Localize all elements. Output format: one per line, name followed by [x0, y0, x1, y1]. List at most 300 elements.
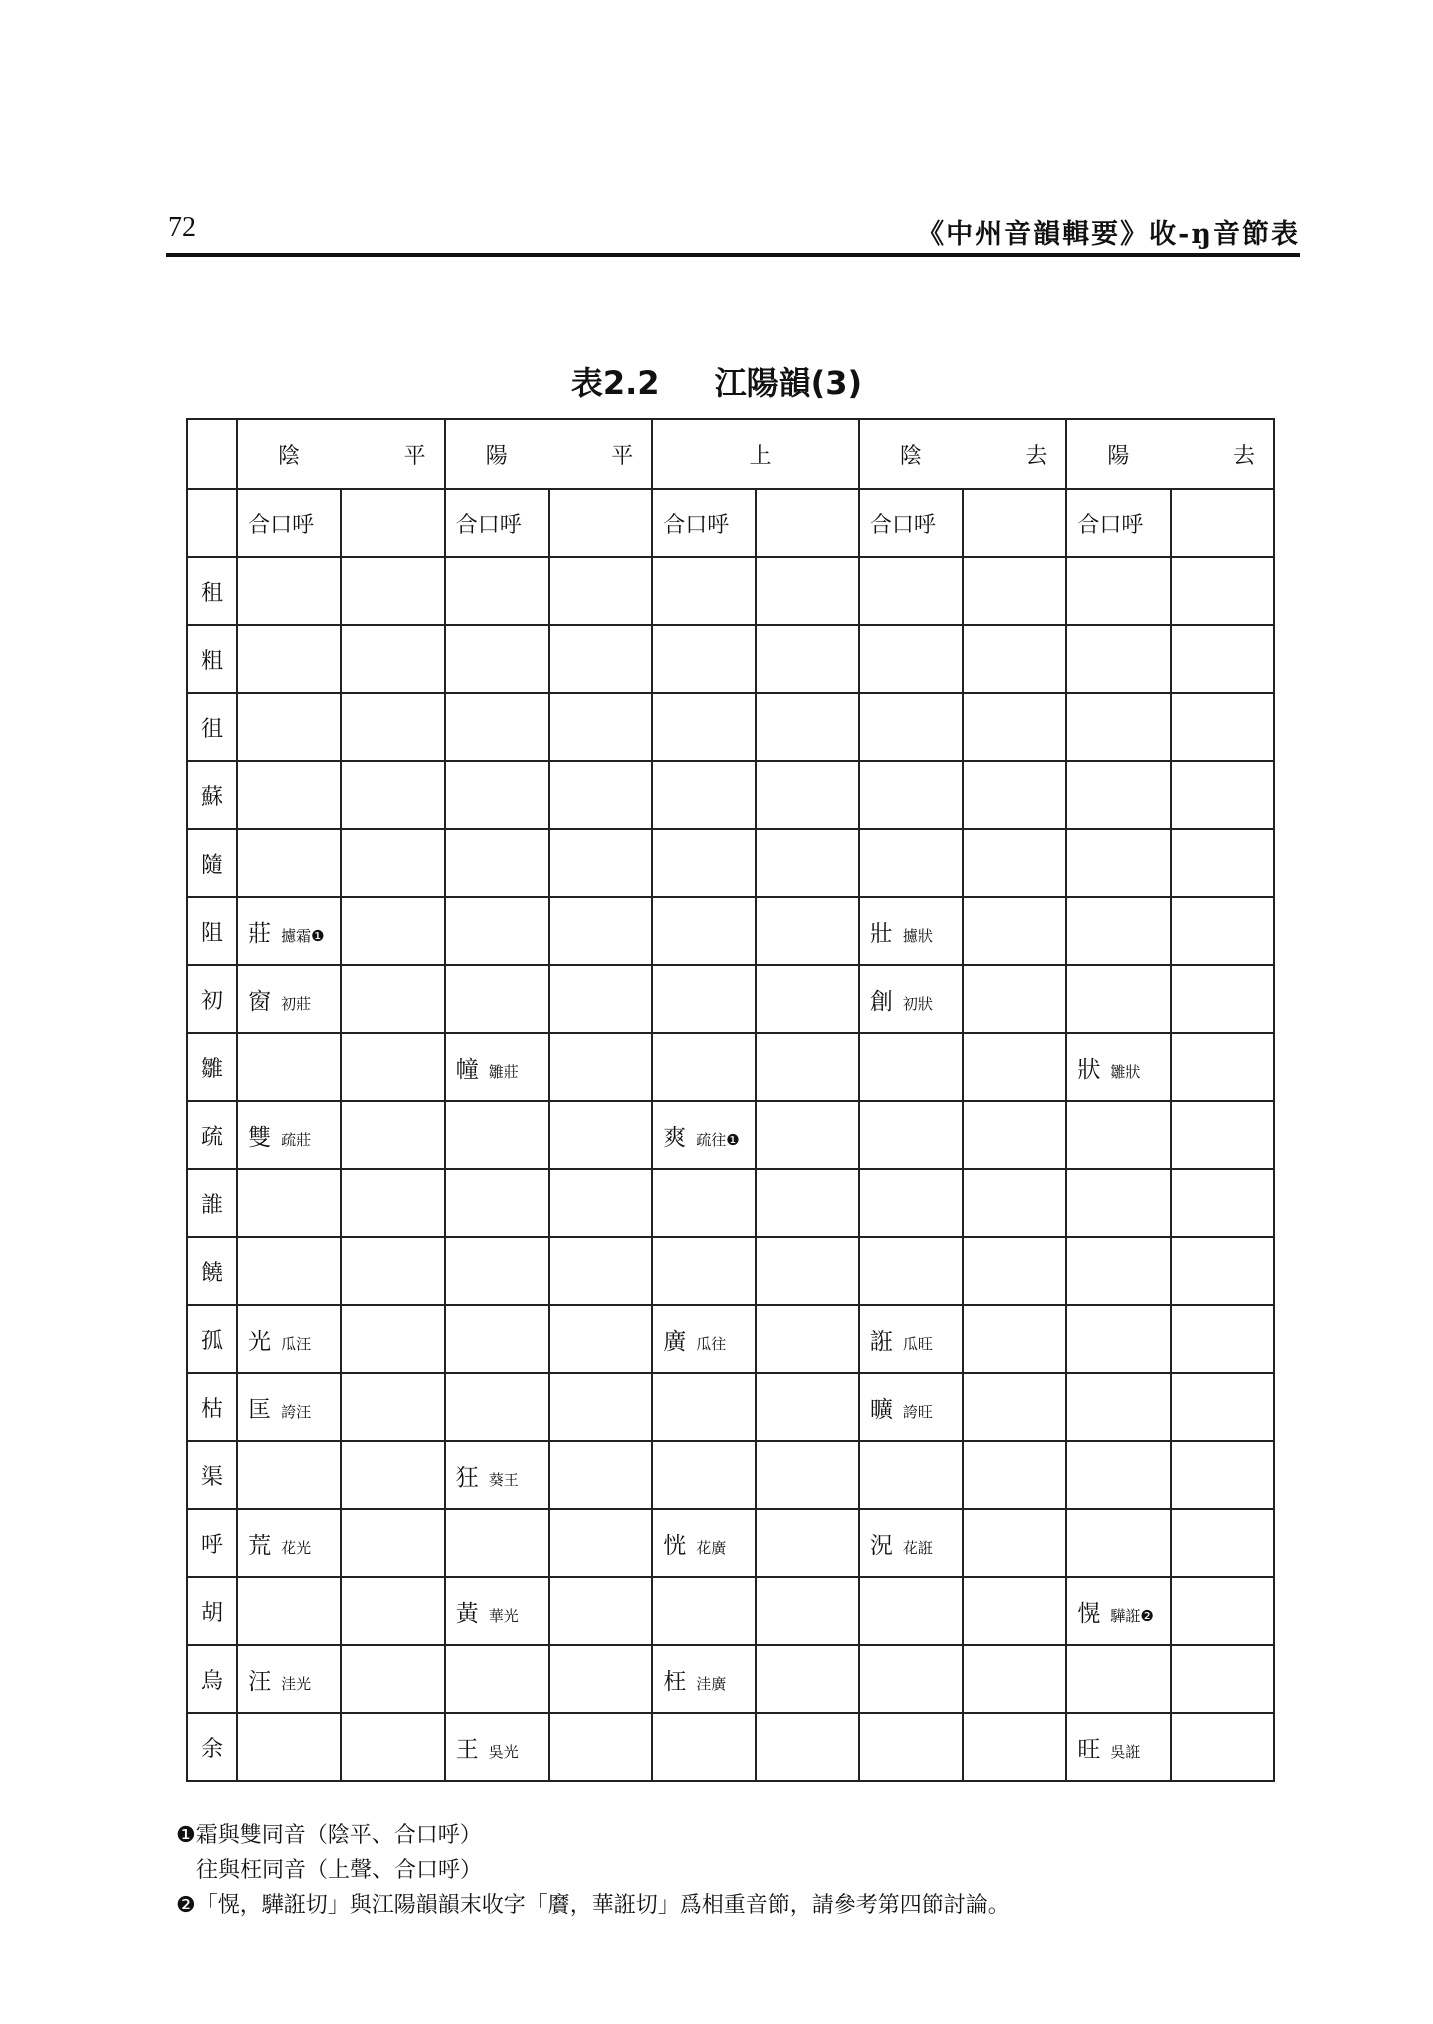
fanqie-spelling: 洼廣	[696, 1674, 727, 1693]
initial-cell: 呼	[187, 1509, 237, 1577]
syllable-char: 莊	[248, 920, 272, 947]
syllable-cell	[341, 1577, 444, 1645]
initial-cell: 烏	[187, 1645, 237, 1713]
syllable-cell	[652, 693, 755, 761]
syllable-cell	[652, 965, 755, 1033]
syllable-cell	[1171, 557, 1274, 625]
hu-label: 合口呼	[1066, 489, 1170, 557]
syllable-cell	[1171, 693, 1274, 761]
syllable-cell	[237, 897, 341, 965]
fanqie-spelling: 疏莊	[281, 1130, 312, 1149]
syllable-cell	[963, 693, 1066, 761]
table-row	[187, 1441, 1274, 1509]
syllable-cell	[549, 1169, 652, 1237]
initial-cell: 渠	[187, 1441, 237, 1509]
tone-label	[1077, 439, 1273, 470]
syllable-cell	[549, 693, 652, 761]
syllable-cell	[445, 1373, 549, 1441]
initial-cell: 余	[187, 1713, 237, 1781]
syllable-cell	[237, 557, 341, 625]
syllable-cell	[445, 1237, 549, 1305]
tone-char: 陽	[1107, 443, 1130, 469]
syllable-cell	[756, 557, 859, 625]
syllable-cell	[1171, 965, 1274, 1033]
syllable-cell	[1066, 1645, 1170, 1713]
syllable-cell	[1066, 1577, 1170, 1645]
syllable-cell	[963, 1237, 1066, 1305]
syllable-cell	[963, 625, 1066, 693]
table-row	[187, 829, 1274, 897]
syllable-cell	[341, 1305, 444, 1373]
syllable-cell	[445, 897, 549, 965]
syllable-char: 爽	[663, 1124, 687, 1151]
syllable-cell	[549, 1373, 652, 1441]
footnote-1-cont: 往與枉同音（上聲、合口呼）	[196, 1858, 483, 1883]
table-row	[187, 897, 1274, 965]
fanqie-spelling: 華光	[488, 1606, 519, 1625]
syllable-char: 幢	[455, 1056, 479, 1083]
initial-cell: 蘇	[187, 761, 237, 829]
table-row	[187, 1713, 1274, 1781]
syllable-cell	[1066, 1033, 1170, 1101]
syllable-cell	[237, 1101, 341, 1169]
syllable-cell	[1066, 1713, 1170, 1781]
initial-cell: 孤	[187, 1305, 237, 1373]
syllable-char: 曠	[869, 1396, 893, 1423]
syllable-cell	[756, 1033, 859, 1101]
syllable-char: 荒	[248, 1532, 272, 1559]
syllable-cell	[1171, 1441, 1274, 1509]
syllable-cell	[756, 693, 859, 761]
syllable-char: 況	[869, 1532, 893, 1559]
footnote-2: ❷「愰，驊誑切」與江陽韻韻末收字「黂，華誑切」爲相重音節，請參考第四節討論。	[176, 1893, 1010, 1918]
initial-cell: 枯	[187, 1373, 237, 1441]
syllable-cell	[1171, 1645, 1274, 1713]
syllable-cell	[341, 625, 444, 693]
syllable-char: 狂	[455, 1464, 479, 1491]
initial-cell: 粗	[187, 625, 237, 693]
syllable-cell	[445, 557, 549, 625]
syllable-cell	[549, 829, 652, 897]
syllable-cell	[445, 1713, 549, 1781]
table-row	[187, 1237, 1274, 1305]
syllable-cell	[859, 1509, 963, 1577]
syllable-cell	[237, 693, 341, 761]
syllable-cell	[1171, 1033, 1274, 1101]
syllable-cell	[756, 897, 859, 965]
table-row	[187, 1101, 1274, 1169]
tone-header	[1066, 419, 1274, 489]
syllable-cell	[859, 1033, 963, 1101]
syllable-cell	[341, 1033, 444, 1101]
syllable-cell	[1066, 1509, 1170, 1577]
header-rule	[166, 253, 1300, 257]
syllable-cell	[652, 1305, 755, 1373]
syllable-cell	[652, 829, 755, 897]
syllable-cell	[445, 1577, 549, 1645]
tone-header-row	[187, 419, 1274, 489]
syllable-cell	[963, 1509, 1066, 1577]
syllable-cell	[445, 829, 549, 897]
tone-char: 平	[611, 443, 634, 469]
syllable-cell	[445, 625, 549, 693]
syllable-cell	[445, 1101, 549, 1169]
syllable-cell	[1171, 1237, 1274, 1305]
syllable-cell	[1066, 897, 1170, 965]
syllable-cell	[756, 761, 859, 829]
hu-label: 合口呼	[859, 489, 963, 557]
table-row	[187, 557, 1274, 625]
syllable-cell	[549, 1237, 652, 1305]
fanqie-spelling: 攄霜❶	[281, 926, 325, 945]
syllable-cell	[756, 1577, 859, 1645]
syllable-cell	[756, 1509, 859, 1577]
fanqie-spelling: 初莊	[281, 994, 312, 1013]
syllable-char: 窗	[248, 988, 272, 1015]
tone-label	[663, 439, 858, 470]
initial-cell: 誰	[187, 1169, 237, 1237]
fanqie-spelling: 疏往❶	[696, 1130, 740, 1149]
syllable-cell	[963, 1101, 1066, 1169]
tone-label	[248, 439, 444, 470]
footnotes	[176, 1818, 1010, 1923]
table-row	[187, 1305, 1274, 1373]
syllable-cell	[756, 1645, 859, 1713]
empty-cell	[1171, 489, 1274, 557]
syllable-cell	[1066, 1237, 1170, 1305]
syllable-cell	[341, 557, 444, 625]
syllable-cell	[1066, 1101, 1170, 1169]
syllable-char: 王	[455, 1736, 479, 1763]
syllable-cell	[341, 1373, 444, 1441]
syllable-cell	[1066, 1169, 1170, 1237]
initial-cell: 雛	[187, 1033, 237, 1101]
syllable-cell	[963, 1441, 1066, 1509]
syllable-cell	[963, 965, 1066, 1033]
syllable-cell	[756, 1713, 859, 1781]
initial-cell: 隨	[187, 829, 237, 897]
tone-char: 陽	[485, 443, 508, 469]
syllable-cell	[859, 829, 963, 897]
hu-label: 合口呼	[237, 489, 341, 557]
hu-label: 合口呼	[445, 489, 549, 557]
syllable-cell	[549, 1305, 652, 1373]
tone-char: 陰	[899, 443, 922, 469]
syllable-cell	[549, 1645, 652, 1713]
syllable-cell	[549, 1577, 652, 1645]
syllable-char: 汪	[248, 1668, 272, 1695]
syllable-cell	[549, 761, 652, 829]
initial-cell: 阻	[187, 897, 237, 965]
syllable-cell	[859, 1577, 963, 1645]
syllable-cell	[756, 1373, 859, 1441]
fanqie-spelling: 誇旺	[902, 1402, 933, 1421]
table-row	[187, 1373, 1274, 1441]
corner-cell	[187, 419, 237, 489]
syllable-cell	[237, 761, 341, 829]
syllable-cell	[963, 1169, 1066, 1237]
fanqie-spelling: 瓜往	[696, 1334, 727, 1353]
syllable-cell	[237, 1577, 341, 1645]
syllable-cell	[237, 1237, 341, 1305]
table-row	[187, 625, 1274, 693]
syllable-cell	[341, 1645, 444, 1713]
syllable-cell	[237, 1373, 341, 1441]
syllable-cell	[652, 1101, 755, 1169]
syllable-cell	[859, 1305, 963, 1373]
table-row	[187, 761, 1274, 829]
syllable-cell	[756, 829, 859, 897]
syllable-cell	[652, 1237, 755, 1305]
tone-header	[237, 419, 445, 489]
syllable-cell	[237, 1441, 341, 1509]
syllable-cell	[756, 1237, 859, 1305]
syllable-cell	[963, 1305, 1066, 1373]
syllable-cell	[652, 1441, 755, 1509]
syllable-cell	[963, 761, 1066, 829]
tone-header	[445, 419, 653, 489]
empty-cell	[341, 489, 444, 557]
syllable-char: 旺	[1077, 1736, 1101, 1763]
fanqie-spelling: 初狀	[902, 994, 933, 1013]
empty-cell	[963, 489, 1066, 557]
tone-char: 上	[749, 443, 772, 469]
syllable-cell	[652, 1577, 755, 1645]
syllable-char: 廣	[663, 1328, 687, 1355]
table-row	[187, 1645, 1274, 1713]
syllable-char: 黃	[455, 1600, 479, 1627]
table-row	[187, 965, 1274, 1033]
syllable-cell	[859, 1645, 963, 1713]
syllable-cell	[549, 1033, 652, 1101]
syllable-cell	[549, 1713, 652, 1781]
table-title	[0, 358, 1433, 404]
syllable-cell	[963, 1645, 1066, 1713]
syllable-cell	[1171, 625, 1274, 693]
initial-cell: 疏	[187, 1101, 237, 1169]
syllable-cell	[859, 693, 963, 761]
syllable-cell	[1066, 1305, 1170, 1373]
syllable-cell	[859, 1101, 963, 1169]
syllable-cell	[445, 1509, 549, 1577]
syllable-cell	[237, 1645, 341, 1713]
syllable-cell	[549, 965, 652, 1033]
syllable-cell	[1171, 761, 1274, 829]
syllable-cell	[859, 625, 963, 693]
fanqie-spelling: 誇汪	[281, 1402, 312, 1421]
syllable-cell	[859, 897, 963, 965]
syllable-cell	[963, 897, 1066, 965]
footnote-1: ❶霜與雙同音（陰平、合口呼）	[176, 1823, 482, 1848]
syllable-cell	[237, 829, 341, 897]
syllable-char: 愰	[1077, 1600, 1101, 1627]
fanqie-spelling: 驊誑❷	[1110, 1606, 1154, 1625]
syllable-cell	[652, 1713, 755, 1781]
syllable-cell	[549, 1101, 652, 1169]
syllable-cell	[652, 1373, 755, 1441]
syllable-cell	[341, 1509, 444, 1577]
syllable-char: 匡	[248, 1396, 272, 1423]
syllable-table	[186, 418, 1275, 1782]
syllable-cell	[1171, 1509, 1274, 1577]
syllable-cell	[1066, 761, 1170, 829]
syllable-cell	[652, 557, 755, 625]
syllable-cell	[549, 1441, 652, 1509]
syllable-char: 光	[248, 1328, 272, 1355]
syllable-cell	[652, 1509, 755, 1577]
syllable-cell	[859, 1169, 963, 1237]
empty-cell	[756, 489, 859, 557]
syllable-cell	[963, 829, 1066, 897]
table-row	[187, 1509, 1274, 1577]
syllable-cell	[237, 1169, 341, 1237]
syllable-char: 壯	[869, 920, 893, 947]
syllable-cell	[341, 1713, 444, 1781]
syllable-cell	[237, 1305, 341, 1373]
page-header	[166, 212, 1300, 254]
syllable-cell	[445, 1033, 549, 1101]
syllable-cell	[1066, 829, 1170, 897]
syllable-cell	[341, 1237, 444, 1305]
syllable-cell	[963, 1033, 1066, 1101]
syllable-cell	[341, 693, 444, 761]
syllable-cell	[1066, 557, 1170, 625]
fanqie-spelling: 吳誑	[1110, 1742, 1141, 1761]
syllable-cell	[859, 761, 963, 829]
fanqie-spelling: 瓜旺	[902, 1334, 933, 1353]
initial-cell: 徂	[187, 693, 237, 761]
page-number: 72	[168, 212, 196, 243]
syllable-cell	[1171, 1305, 1274, 1373]
syllable-cell	[549, 625, 652, 693]
syllable-cell	[445, 1441, 549, 1509]
fanqie-spelling: 葵王	[488, 1470, 519, 1489]
syllable-cell	[859, 965, 963, 1033]
syllable-cell	[756, 1101, 859, 1169]
fanqie-spelling: 花廣	[696, 1538, 727, 1557]
syllable-cell	[341, 1441, 444, 1509]
syllable-cell	[237, 1713, 341, 1781]
syllable-cell	[756, 1441, 859, 1509]
fanqie-spelling: 花誑	[902, 1538, 933, 1557]
syllable-cell	[859, 557, 963, 625]
syllable-cell	[549, 897, 652, 965]
table-name: 江陽韻(3)	[714, 364, 863, 402]
syllable-cell	[237, 625, 341, 693]
syllable-cell	[445, 1169, 549, 1237]
syllable-char: 枉	[663, 1668, 687, 1695]
syllable-cell	[859, 1373, 963, 1441]
syllable-cell	[1066, 625, 1170, 693]
initial-cell: 租	[187, 557, 237, 625]
syllable-char: 恍	[663, 1532, 687, 1559]
syllable-cell	[652, 625, 755, 693]
syllable-cell	[1171, 897, 1274, 965]
syllable-cell	[445, 693, 549, 761]
syllable-cell	[652, 1645, 755, 1713]
syllable-cell	[549, 557, 652, 625]
syllable-char: 雙	[248, 1124, 272, 1151]
fanqie-spelling: 花光	[281, 1538, 312, 1557]
tone-header	[859, 419, 1067, 489]
syllable-char: 狀	[1077, 1056, 1101, 1083]
syllable-cell	[1066, 693, 1170, 761]
syllable-char: 誑	[869, 1328, 893, 1355]
syllable-cell	[1171, 1101, 1274, 1169]
syllable-cell	[445, 761, 549, 829]
syllable-cell	[652, 761, 755, 829]
syllable-cell	[859, 1237, 963, 1305]
syllable-cell	[1171, 1577, 1274, 1645]
syllable-cell	[341, 829, 444, 897]
syllable-cell	[341, 965, 444, 1033]
table-row	[187, 1033, 1274, 1101]
hu-header-row	[187, 489, 1274, 557]
tone-char: 陰	[278, 443, 301, 469]
syllable-cell	[652, 897, 755, 965]
syllable-cell	[1171, 1713, 1274, 1781]
table-row	[187, 1169, 1274, 1237]
fanqie-spelling: 雛狀	[1110, 1062, 1141, 1081]
empty-cell	[549, 489, 652, 557]
syllable-cell	[756, 625, 859, 693]
initial-cell: 胡	[187, 1577, 237, 1645]
syllable-cell	[237, 965, 341, 1033]
tone-header	[652, 419, 859, 489]
fanqie-spelling: 吳光	[488, 1742, 519, 1761]
corner-cell	[187, 489, 237, 557]
syllable-cell	[756, 1305, 859, 1373]
syllable-cell	[341, 897, 444, 965]
syllable-cell	[756, 1169, 859, 1237]
syllable-cell	[1066, 1373, 1170, 1441]
syllable-cell	[445, 965, 549, 1033]
tone-char: 去	[1232, 443, 1255, 469]
syllable-cell	[1171, 1169, 1274, 1237]
table-number: 表2.2	[570, 364, 660, 402]
syllable-cell	[341, 761, 444, 829]
syllable-cell	[341, 1101, 444, 1169]
syllable-cell	[1066, 965, 1170, 1033]
syllable-cell	[859, 1713, 963, 1781]
fanqie-spelling: 雛莊	[488, 1062, 519, 1081]
syllable-cell	[237, 1509, 341, 1577]
tone-label	[870, 439, 1066, 470]
tone-char: 平	[403, 443, 426, 469]
syllable-cell	[859, 1441, 963, 1509]
table-row	[187, 1577, 1274, 1645]
syllable-cell	[652, 1033, 755, 1101]
syllable-cell	[756, 965, 859, 1033]
syllable-cell	[237, 1033, 341, 1101]
running-title: 《中州音韻輯要》收-ŋ音節表	[917, 219, 1300, 250]
syllable-cell	[341, 1169, 444, 1237]
fanqie-spelling: 攄狀	[902, 926, 933, 945]
fanqie-spelling: 瓜汪	[281, 1334, 312, 1353]
syllable-cell	[963, 1713, 1066, 1781]
hu-label: 合口呼	[652, 489, 755, 557]
syllable-cell	[445, 1305, 549, 1373]
syllable-cell	[652, 1169, 755, 1237]
table-row	[187, 693, 1274, 761]
initial-cell: 初	[187, 965, 237, 1033]
syllable-cell	[445, 1645, 549, 1713]
syllable-char: 創	[869, 988, 893, 1015]
syllable-cell	[963, 557, 1066, 625]
tone-char: 去	[1025, 443, 1048, 469]
syllable-cell	[1171, 829, 1274, 897]
initial-cell: 饒	[187, 1237, 237, 1305]
